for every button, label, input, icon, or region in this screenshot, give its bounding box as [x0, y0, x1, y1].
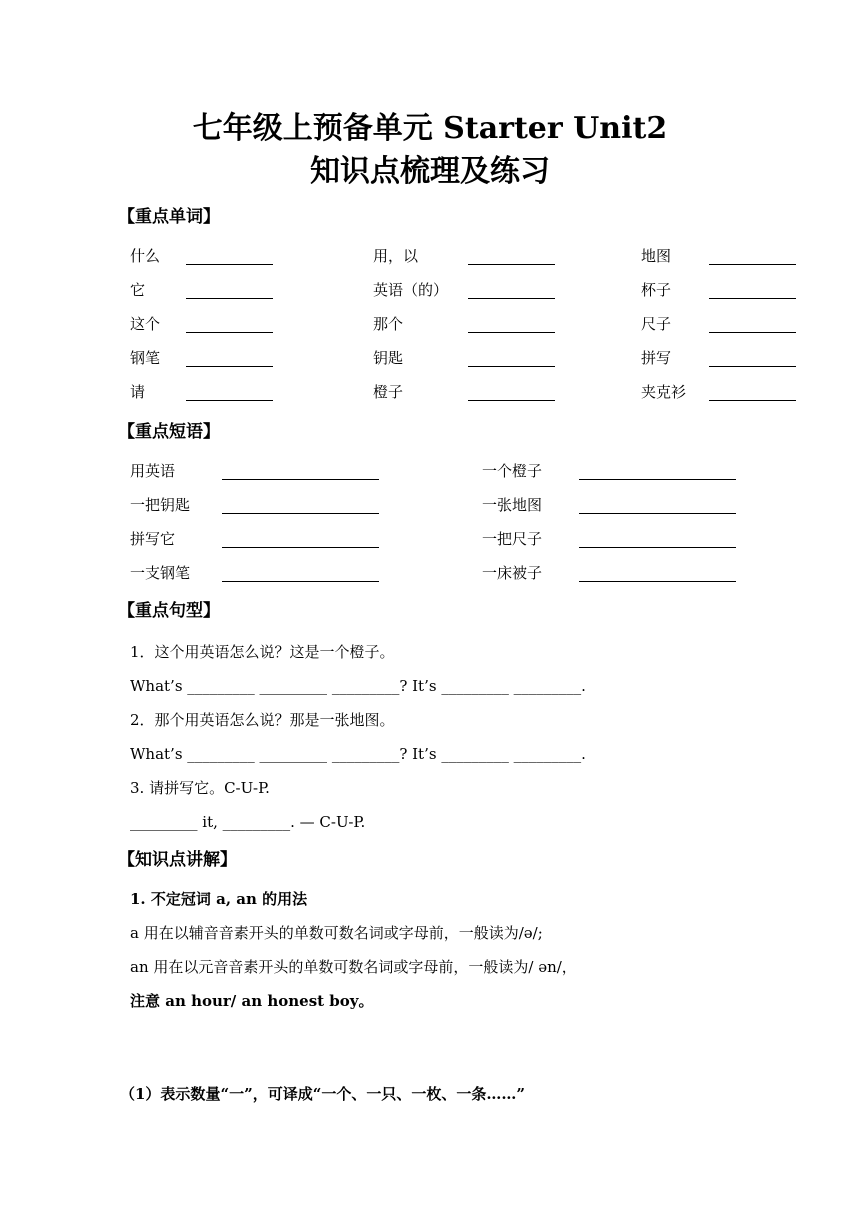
word-blank[interactable] — [468, 332, 555, 333]
word-label: 地图 — [641, 247, 672, 265]
word-blank[interactable] — [186, 264, 273, 265]
sentence-3-english[interactable]: _________ it, _________. — C-U-P. — [130, 813, 366, 831]
page-title: 七年级上预备单元 Starter Unit2 — [192, 111, 668, 146]
phrase-label: 一把钥匙 — [130, 496, 191, 514]
word-label: 夹克衫 — [641, 383, 687, 401]
point-1-title: 1. 不定冠词 a, an 的用法 — [130, 890, 308, 908]
word-label: 英语（的） — [373, 281, 449, 299]
word-label: 尺子 — [641, 315, 672, 333]
phrase-label: 拼写它 — [130, 530, 176, 548]
word-blank[interactable] — [186, 366, 273, 367]
rule-a: a 用在以辅音音素开头的单数可数名词或字母前，一般读为/ə/; — [130, 924, 543, 942]
word-label: 请 — [130, 383, 146, 401]
sentence-2-english[interactable]: What’s _________ _________ _________? It’s _________ _________. — [130, 745, 586, 763]
sentence-1-chinese: 1．这个用英语怎么说？这是一个橙子。 — [130, 643, 395, 661]
section-heading-phrases: 【重点短语】 — [118, 422, 220, 442]
word-blank[interactable] — [186, 400, 273, 401]
word-label: 用，以 — [373, 247, 419, 265]
phrase-blank[interactable] — [579, 479, 736, 480]
word-blank[interactable] — [709, 400, 796, 401]
word-blank[interactable] — [709, 264, 796, 265]
sentence-1-english[interactable]: What’s _________ _________ _________? It’s _________ _________. — [130, 677, 586, 695]
usage-1: （1）表示数量“一”，可译成“一个、一只、一枚、一条……” — [120, 1085, 525, 1103]
phrase-blank[interactable] — [579, 547, 736, 548]
phrase-blank[interactable] — [222, 479, 379, 480]
phrase-label: 一个橙子 — [482, 462, 543, 480]
word-label: 杯子 — [641, 281, 672, 299]
word-label: 它 — [130, 281, 146, 299]
word-label: 橙子 — [373, 383, 404, 401]
sentence-3-chinese: 3. 请拼写它。C-U-P. — [130, 779, 270, 797]
section-heading-words: 【重点单词】 — [118, 207, 220, 227]
phrase-label: 用英语 — [130, 462, 176, 480]
word-label: 那个 — [373, 315, 404, 333]
page-subtitle: 知识点梳理及练习 — [310, 154, 550, 189]
word-label: 钢笔 — [130, 349, 161, 367]
word-blank[interactable] — [709, 332, 796, 333]
word-blank[interactable] — [468, 264, 555, 265]
phrase-blank[interactable] — [579, 581, 736, 582]
word-blank[interactable] — [186, 298, 273, 299]
word-blank[interactable] — [468, 366, 555, 367]
sentence-2-chinese: 2．那个用英语怎么说？那是一张地图。 — [130, 711, 395, 729]
rule-an: an 用在以元音音素开头的单数可数名词或字母前，一般读为/ ən/， — [130, 958, 577, 976]
word-label: 钥匙 — [373, 349, 404, 367]
word-blank[interactable] — [468, 298, 555, 299]
phrase-label: 一床被子 — [482, 564, 543, 582]
phrase-label: 一把尺子 — [482, 530, 543, 548]
word-blank[interactable] — [709, 366, 796, 367]
word-blank[interactable] — [186, 332, 273, 333]
phrase-blank[interactable] — [222, 547, 379, 548]
section-heading-sentences: 【重点句型】 — [118, 601, 220, 621]
word-blank[interactable] — [709, 298, 796, 299]
word-label: 这个 — [130, 315, 161, 333]
phrase-blank[interactable] — [222, 513, 379, 514]
phrase-blank[interactable] — [222, 581, 379, 582]
phrase-blank[interactable] — [579, 513, 736, 514]
phrase-label: 一张地图 — [482, 496, 543, 514]
word-label: 什么 — [130, 247, 161, 265]
phrase-label: 一支钢笔 — [130, 564, 191, 582]
word-blank[interactable] — [468, 400, 555, 401]
note-line: 注意 an hour/ an honest boy。 — [130, 992, 374, 1010]
section-heading-explain: 【知识点讲解】 — [118, 850, 237, 870]
word-label: 拼写 — [641, 349, 672, 367]
